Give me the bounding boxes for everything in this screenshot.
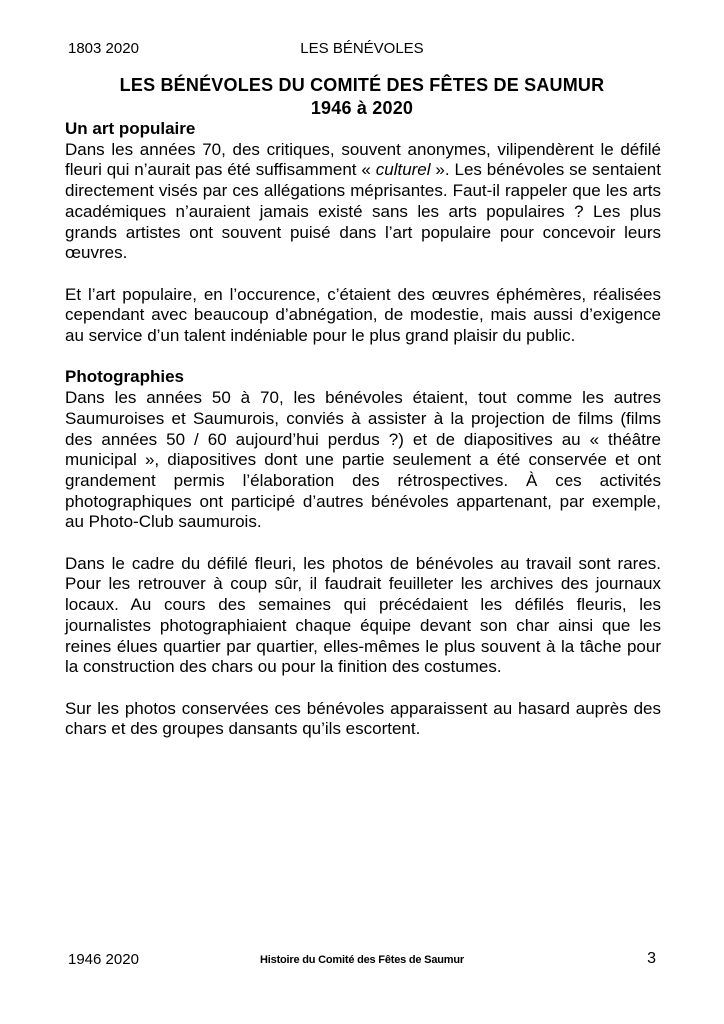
paragraph (65, 554, 661, 678)
section-heading: Un art populaire (65, 119, 196, 138)
footer-book-title: Histoire du Comité des Fêtes de Saumur (260, 954, 464, 966)
emphasized-text: culturel (375, 160, 431, 180)
text-run: ». Les bénévoles se sentaient directement visés par ces allégations méprisantes. Faut-il rappeler que les arts académiques n’auraient jamais existé sans les arts populaires ? Les plus grands artistes ont souvent puisé dans l’art populaire pour concevoir leurs œuvres. (65, 160, 661, 263)
text-run: Dans les années 50 à 70, les bénévoles étaient, tout comme les autres Saumuroises et Saumurois, conviés à assister à la projection de films (films des années 50 / 60 aujourd’hui perdus ?) et de diapositives au « théâtre municipal », diapositives dont une partie seulement a été conservée et ont grandement permis l’élaboration des rétrospectives. À ces activités photographiques ont participé d’autres bénévoles appartenant, par exemple, au Photo-Club saumurois. (65, 388, 661, 532)
page-number: 3 (647, 950, 656, 967)
text-run: Dans le cadre du défilé fleuri, les photos de bénévoles au travail sont rares. Pour les retrouver à coup sûr, il faudrait feuilleter les archives des journaux locaux. Au cours des semaines qui précédaient les défilés fleuris, les journalistes photographiaient chaque équipe devant son char ainsi que les reines élues quartier par quartier, elles-mêmes le plus souvent à la tâche pour la construction des chars ou pour la finition des costumes. (65, 553, 661, 677)
title-line-2: 1946 à 2020 (310, 98, 414, 118)
page-footer (68, 949, 656, 971)
paragraph (65, 140, 661, 264)
text-section (65, 119, 661, 347)
page-header (68, 40, 656, 58)
text-run: Dans les années 70, des critiques, souvent anonymes, vilipendèrent le défilé fleuri qui n’aurait pas été suffisamment « (65, 139, 661, 180)
document-body (65, 119, 661, 740)
text-run: Et l’art populaire, en l’occurence, c’étaient des œuvres éphémères, réalisées cependant avec beaucoup d’abnégation, de modestie, mais aussi d’exigence au service d’un talent indéniable pour le plus grand plaisir du public. (65, 284, 661, 346)
header-doc-code: 1803 2020 (68, 40, 139, 57)
footer-doc-code: 1946 2020 (68, 951, 139, 968)
header-running-title: LES BÉNÉVOLES (300, 40, 424, 57)
paragraph (65, 699, 661, 740)
document-title (0, 74, 724, 120)
text-section (65, 367, 661, 740)
paragraph (65, 388, 661, 533)
section-heading: Photographies (65, 367, 185, 387)
paragraph (65, 285, 661, 347)
text-run: Sur les photos conservées ces bénévoles apparaissent au hasard auprès des chars et des groupes dansants qu’ils escortent. (65, 698, 661, 739)
title-line-1: LES BÉNÉVOLES DU COMITÉ DES FÊTES DE SAUMUR (119, 75, 605, 95)
